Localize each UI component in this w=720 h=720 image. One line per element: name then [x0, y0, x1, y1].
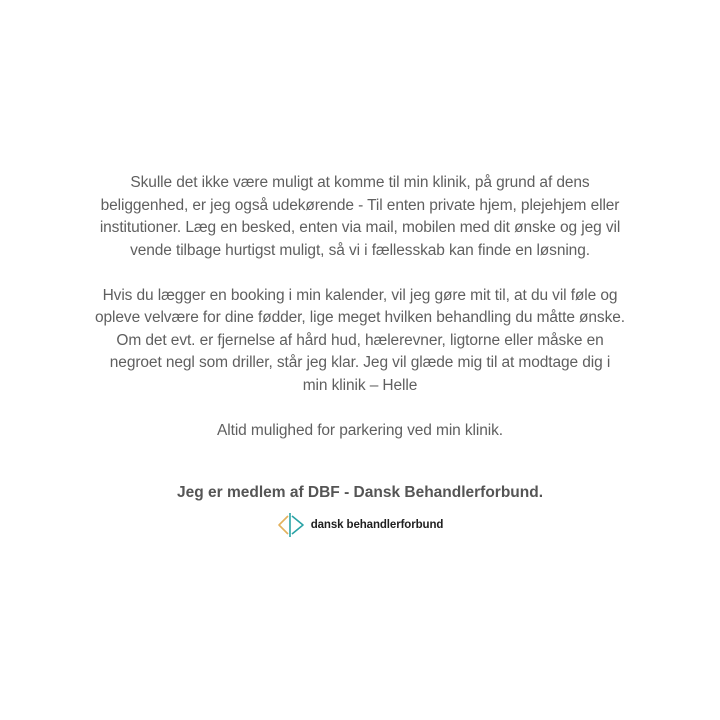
paragraph-line: Skulle det ikke være muligt at komme til min klinik, på grund af dens — [130, 174, 590, 191]
paragraph-line: beliggenhed, er jeg også udekørende - Til enten private hjem, plejehjem eller — [100, 196, 620, 214]
paragraph-line: Altid mulighed for parkering ved min klinik. — [217, 421, 503, 439]
paragraph-line: institutioner. Læg en besked, enten via mail, mobilen med dit ønske og jeg vil — [99, 219, 621, 236]
logo-gold-chevron — [279, 516, 288, 534]
dbf-logo-icon — [277, 510, 307, 540]
paragraph-line: min klinik – Helle — [302, 376, 418, 394]
paragraph-line: Om det evt. er fjernelse af hård hud, hælerevner, ligtorne eller måske en — [116, 331, 604, 349]
clinic-info-section — [60, 172, 660, 545]
logo-text: dansk behandlerforbund — [310, 519, 444, 531]
logo-teal-chevron — [292, 516, 303, 534]
membership-statement: Jeg er medlem af DBF - Dansk Behandlerforbund. — [176, 484, 544, 501]
paragraph-line: opleve velvære for dine fødder, lige meget hvilken behandling du måtte ønske. — [95, 309, 625, 326]
booking-paragraph — [60, 285, 660, 398]
mobile-service-paragraph — [60, 172, 660, 262]
parking-paragraph — [60, 420, 660, 443]
paragraph-line: vende tilbage hurtigst muligt, så vi i fællesskab kan finde en løsning. — [130, 241, 590, 259]
dbf-logo — [277, 510, 444, 540]
paragraph-line: Hvis du lægger en booking i min kalender, vil jeg gøre mit til, at du vil føle og — [102, 286, 618, 304]
paragraph-line: negroet negl som driller, står jeg klar. Jeg vil glæde mig til at modtage dig i — [109, 354, 611, 371]
